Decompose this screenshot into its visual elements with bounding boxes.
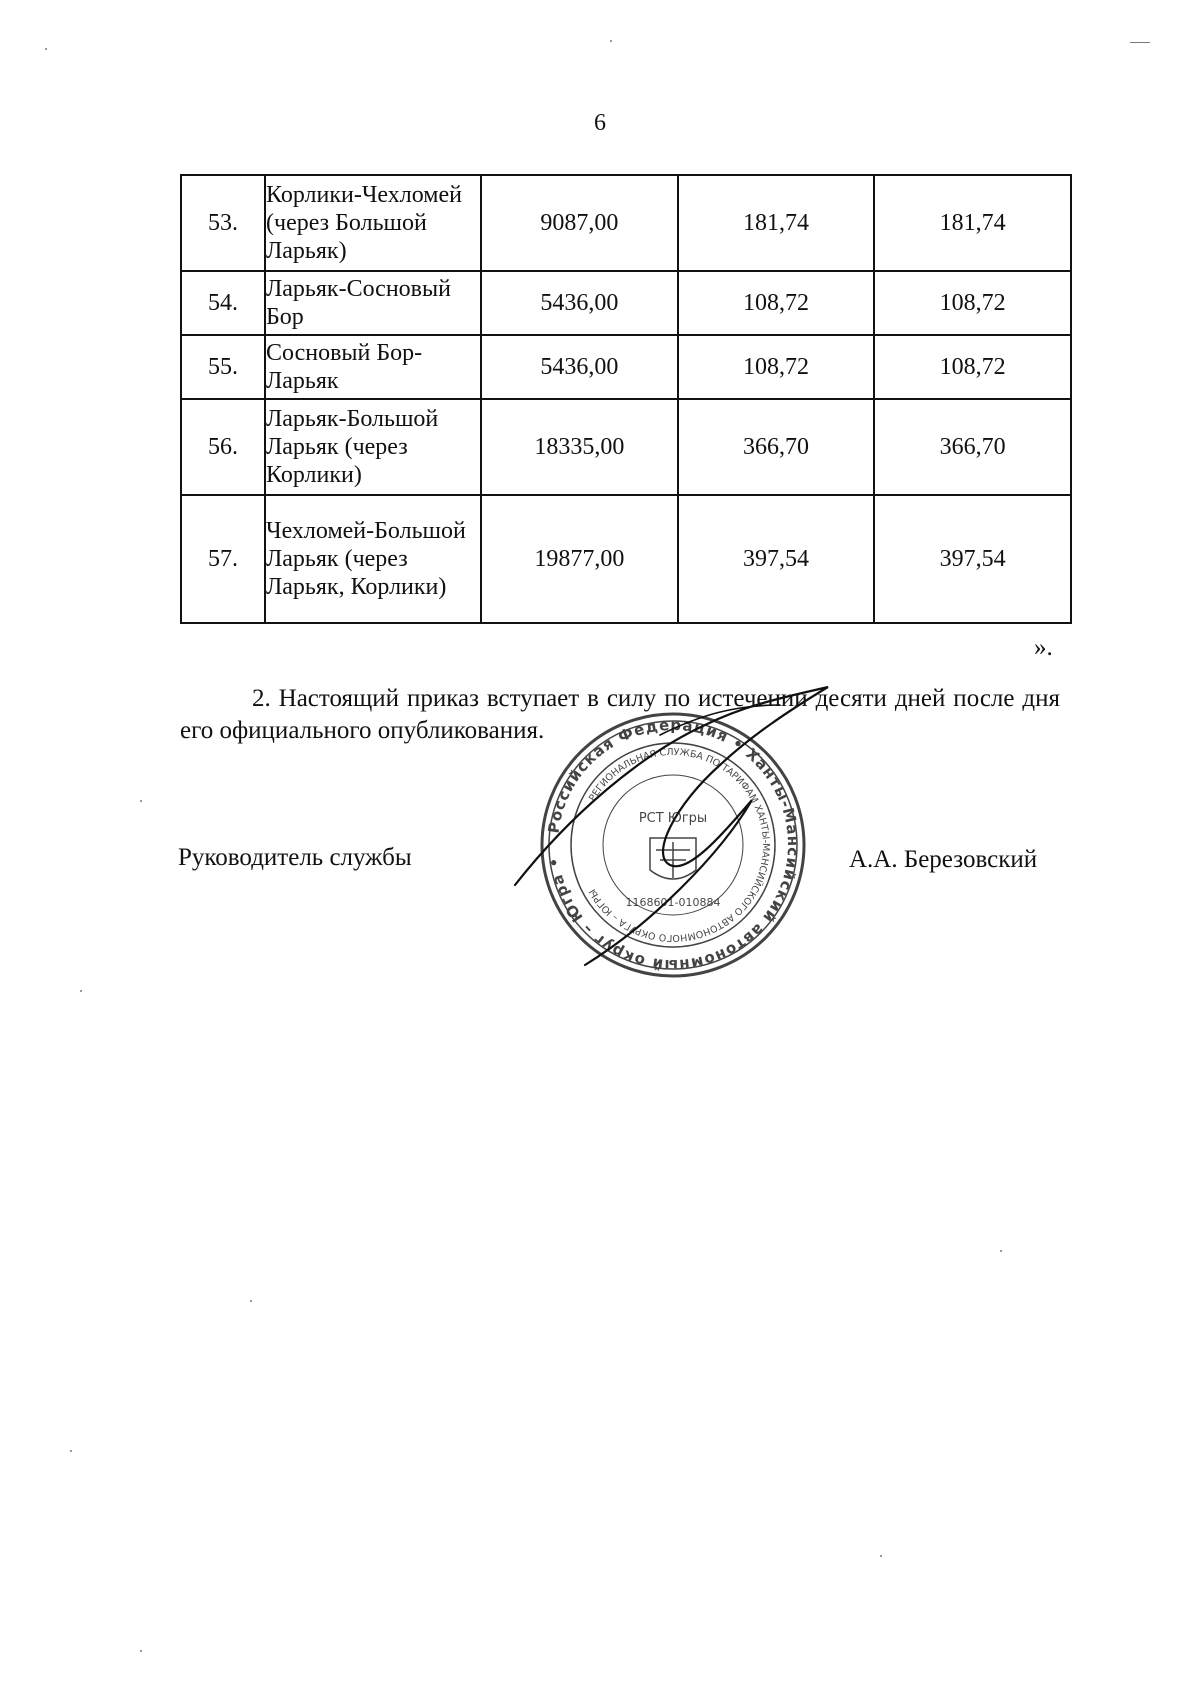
row-number: 57. [181, 495, 265, 623]
tariff-value-3: 181,74 [874, 175, 1071, 271]
route-name: Ларьяк-Большой Ларьяк (через Корлики) [265, 399, 481, 495]
tariff-value-1: 9087,00 [481, 175, 678, 271]
tariff-value-3: 108,72 [874, 335, 1071, 399]
scan-speck [45, 48, 47, 50]
tariff-value-1: 19877,00 [481, 495, 678, 623]
tariff-value-2: 397,54 [678, 495, 875, 623]
tariff-value-2: 108,72 [678, 335, 875, 399]
tariff-value-2: 108,72 [678, 271, 875, 335]
tariff-value-1: 5436,00 [481, 271, 678, 335]
row-number: 54. [181, 271, 265, 335]
table-row [181, 271, 1071, 335]
route-name: Корлики-Чехломей (через Большой Ларьяк) [265, 175, 481, 271]
scan-speck [250, 1300, 252, 1302]
signatory-name: А.А. Березовский [849, 846, 1038, 873]
scan-speck [70, 1450, 72, 1452]
page-number: 6 [594, 110, 606, 136]
scan-speck [610, 40, 612, 42]
tariff-value-3: 108,72 [874, 271, 1071, 335]
table-row [181, 399, 1071, 495]
stamp-code: 1168601-010884 [625, 896, 721, 909]
table-row [181, 335, 1071, 399]
tariff-value-1: 5436,00 [481, 335, 678, 399]
tariff-value-3: 397,54 [874, 495, 1071, 623]
table-row [181, 495, 1071, 623]
scan-speck [1000, 1250, 1002, 1252]
tariff-value-3: 366,70 [874, 399, 1071, 495]
route-name: Ларьяк-Сосновый Бор [265, 271, 481, 335]
scan-speck [140, 800, 142, 802]
tariff-value-1: 18335,00 [481, 399, 678, 495]
route-name: Чехломей-Большой Ларьяк (через Ларьяк, Корлики) [265, 495, 481, 623]
effective-date-paragraph: 2. Настоящий приказ вступает в силу по истечении десяти дней после дня его официального опубликования. [180, 685, 1060, 744]
handwritten-signature [490, 665, 890, 975]
row-number: 55. [181, 335, 265, 399]
signatory-title: Руководитель службы [178, 844, 412, 871]
stamp-abbr: РСТ Югры [638, 811, 708, 826]
tariff-value-2: 181,74 [678, 175, 875, 271]
tariff-table [180, 174, 1072, 624]
stamp-outer-text: Российская Федерация • Ханты-Мансийский автономный округ – Югра • [544, 715, 803, 975]
table-end-mark: ». [1034, 634, 1053, 661]
tariff-value-2: 366,70 [678, 399, 875, 495]
route-name: Сосновый Бор-Ларьяк [265, 335, 481, 399]
row-number: 53. [181, 175, 265, 271]
table-row [181, 175, 1071, 271]
scan-speck [80, 990, 82, 992]
scan-speck [880, 1555, 882, 1557]
row-number: 56. [181, 399, 265, 495]
scan-speck [1130, 42, 1150, 43]
scan-speck [140, 1650, 142, 1652]
stamp-inner-text: РЕГИОНАЛЬНАЯ СЛУЖБА ПО ТАРИФАМ ХАНТЫ-МАНСИЙСКОГО АВТОНОМНОГО ОКРУГА – ЮГРЫ [587, 746, 772, 944]
